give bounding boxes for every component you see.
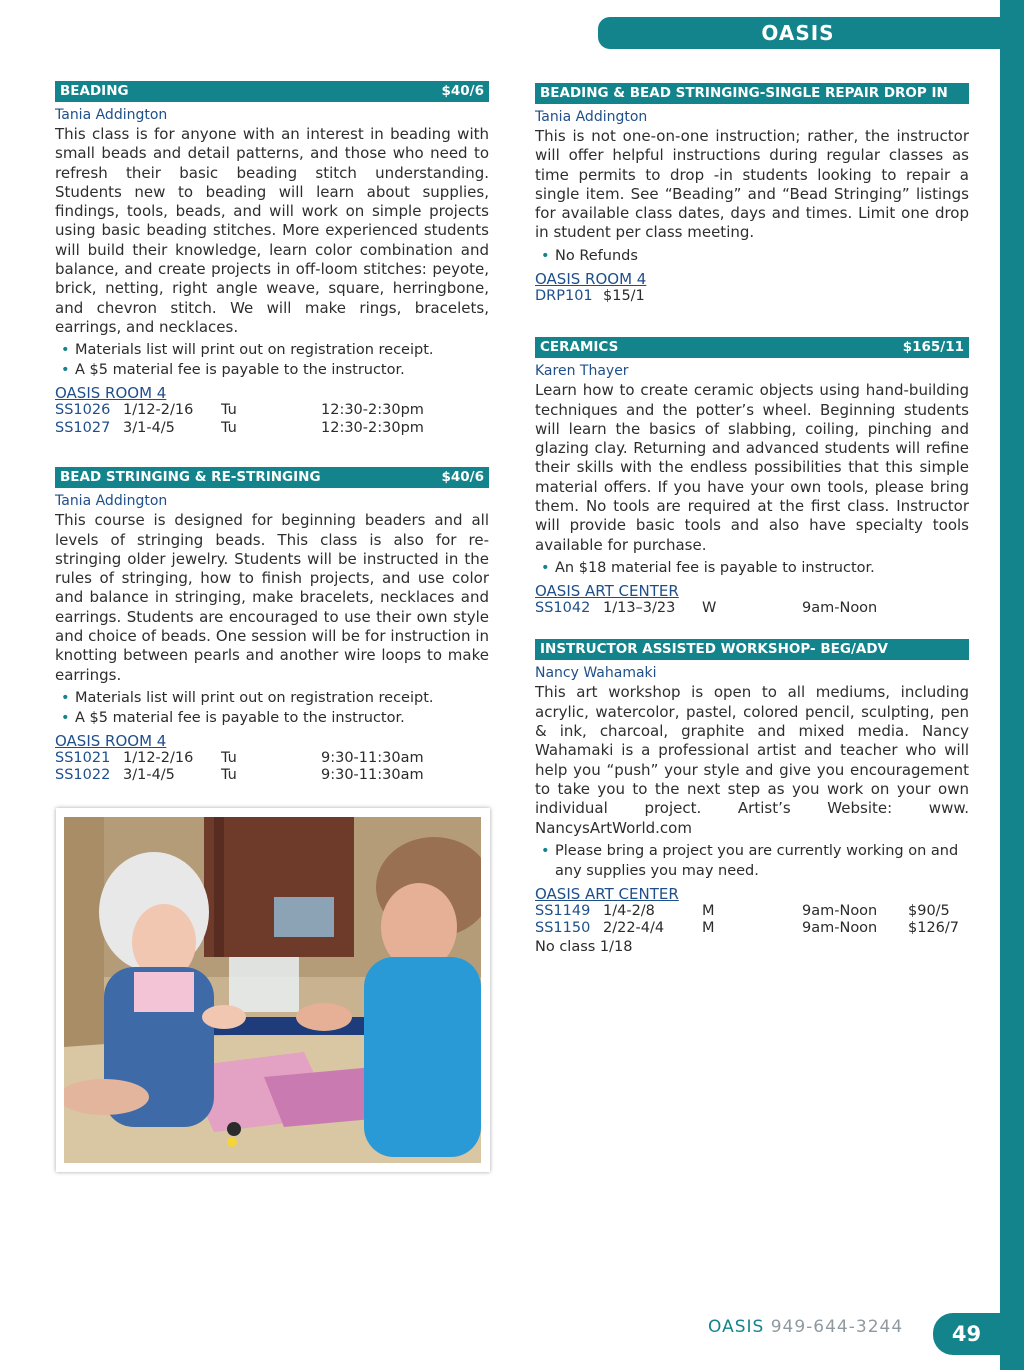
session-fee: $90/5 [908,902,950,919]
schedule [55,402,489,437]
photo-frame [56,808,490,1172]
note-item: • No Refunds [535,246,969,266]
course-code[interactable]: SS1149 [535,902,591,919]
course-title: BEADING & BEAD STRINGING-SINGLE REPAIR DROP IN [540,85,948,101]
note-item: • A $5 material fee is payable to the instructor. [55,708,489,728]
session-time: 12:30-2:30pm [321,419,424,436]
session-dates: 1/13–3/23 [603,599,676,616]
beading-class-illustration [64,817,481,1163]
note-item: • Please bring a project you are currently working on and any supplies you may need. [535,841,969,881]
session-day: M [702,920,715,937]
schedule-row [535,903,969,921]
course-code[interactable]: SS1021 [55,749,111,766]
course-title: BEAD STRINGING & RE-STRINGING [60,469,321,486]
course-header [55,467,489,488]
session-day: W [702,599,717,616]
course-code[interactable]: SS1150 [535,920,591,937]
course-code[interactable]: SS1022 [55,767,111,784]
session-dates: 3/1-4/5 [123,767,175,784]
course-code[interactable]: SS1027 [55,419,111,436]
stringing-section [55,467,489,785]
session-day: Tu [221,749,237,766]
right-column [535,83,969,956]
schedule-row [55,420,489,438]
workshop-section [535,639,969,955]
session-day: M [702,902,715,919]
schedule [535,903,969,938]
instructor-name: Nancy Wahamaki [535,665,657,682]
note-item: • A $5 material fee is payable to the instructor. [55,360,489,380]
note-item: • Materials list will print out on registration receipt. [55,688,489,708]
section-tab-label: OASIS [761,21,835,45]
location-link[interactable]: OASIS ART CENTER [535,581,679,600]
course-description: This class is for anyone with an interest in beading with small beads and detail patterns, and those who need to refresh their basic beading stitch understanding. Students new to beading will learn about supplies, findings, tools, beads, and will work on simple projects using basic beading stitches. More experienced students will build their knowledge, learn color combination and balance, and create projects in off-loom stitches: peyote, brick, netting, right angle weave, square, herringbone, and chevron stitch. We will make rings, bracelets, earrings, and necklaces. [55,125,489,336]
course-notes [535,558,969,578]
session-dates: 1/12-2/16 [123,749,194,766]
beading-section [55,81,489,437]
schedule-row [535,600,969,618]
footer-contact [708,1317,903,1337]
class-photo [64,817,481,1163]
session-day: Tu [221,402,237,419]
footer-brand: OASIS [708,1317,765,1337]
course-code[interactable]: SS1042 [535,599,591,616]
session-day: Tu [221,767,237,784]
schedule-row [55,750,489,768]
session-time: 9am-Noon [802,902,878,919]
session-time: 12:30-2:30pm [321,402,424,419]
session-dates: 1/12-2/16 [123,402,194,419]
session-day: Tu [221,419,237,436]
schedule [535,600,969,618]
course-description: This is not one-on-one instruction; rather, the instructor will offer helpful instructions during regular classes as time permits to drop -in students looking to repair a single item. See “Beading” and “Bead Stringing” listings for available class dates, days and times. Limit one drop in student per class meeting. [535,127,969,242]
page-number-label: 49 [951,1322,982,1346]
course-title: INSTRUCTOR ASSISTED WORKSHOP- BEG/ADV [540,641,888,658]
course-price: $40/6 [441,83,484,99]
footer-phone: 949-644-3244 [770,1317,904,1337]
course-price: $40/6 [441,469,484,486]
session-time: 9:30-11:30am [321,749,424,766]
instructor-name: Tania Addington [535,109,648,125]
location-link[interactable]: OASIS ROOM 4 [535,269,647,288]
instructor-name: Tania Addington [55,107,168,123]
session-dates: 2/22-4/4 [603,920,665,937]
schedule [535,288,969,306]
schedule-row [535,288,969,306]
course-notes [55,340,489,380]
course-title: BEADING [60,83,129,99]
page-number [933,1313,1000,1355]
course-description: Learn how to create ceramic objects using hand-building techniques and the potter’s wheel. Beginning students will learn the basics of slabbing, coiling, pinching and glazing clay. Returning and advanced students will refine their skills with the endless possibilities that this simple material offers. If you have your own tools, please bring them. No tools are required at the first class. Instructor will provide basic tools and also have specialty tools available for purchase. [535,381,969,554]
course-notes [535,841,969,881]
course-header [535,83,969,104]
session-fee: $126/7 [908,920,960,937]
section-tab [598,17,1024,49]
schedule-row [55,767,489,785]
course-notes [55,688,489,728]
right-edge-band [1000,0,1024,1370]
course-notes [535,246,969,266]
course-description: This course is designed for beginning beaders and all levels of stringing beads. This class is also for re-stringing older jewelry. Students will be instructed in the rules of stringing, how to finish projects, and use color and balance in stringing, make bracelets, necklaces and earrings. Students are encouraged to use their own style and choice of beads. One session will be for instruction in knotting between pearls and another wire loops to make earrings. [55,511,489,684]
session-time: 9:30-11:30am [321,767,424,784]
course-price: $165/11 [902,339,964,356]
course-code[interactable]: SS1026 [55,402,111,419]
course-header [535,337,969,358]
ceramics-section [535,337,969,617]
session-time: 9am-Noon [802,599,878,616]
course-fee: $15/1 [603,287,645,304]
note-item: • An $18 material fee is payable to instructor. [535,558,969,578]
repair-section [535,83,969,305]
session-dates: 1/4-2/8 [603,902,655,919]
session-time: 9am-Noon [802,920,878,937]
location-link[interactable]: OASIS ROOM 4 [55,384,167,403]
location-link[interactable]: OASIS ROOM 4 [55,731,167,750]
course-description: This art workshop is open to all mediums, including acrylic, watercolor, pastel, colored pencil, sculpting, pen & ink, charcoal, graphite and mixed media. Nancy Wahamaki is a professional artist and teacher who will help you “push” your style and give you encouragement to take you to the next step as you work on your own individual project. Artist’s Website: www. NancysArtWorld.com [535,683,969,837]
course-title: CERAMICS [540,339,619,356]
course-header [535,639,969,660]
location-link[interactable]: OASIS ART CENTER [535,884,679,903]
instructor-name: Karen Thayer [535,363,629,380]
schedule-row [55,402,489,420]
course-code[interactable]: DRP101 [535,287,593,304]
left-column [55,81,489,785]
schedule-note: No class 1/18 [535,938,633,955]
session-dates: 3/1-4/5 [123,419,175,436]
schedule [55,750,489,785]
schedule-row [535,920,969,938]
note-item: • Materials list will print out on registration receipt. [55,340,489,360]
instructor-name: Tania Addington [55,493,168,510]
course-header [55,81,489,102]
